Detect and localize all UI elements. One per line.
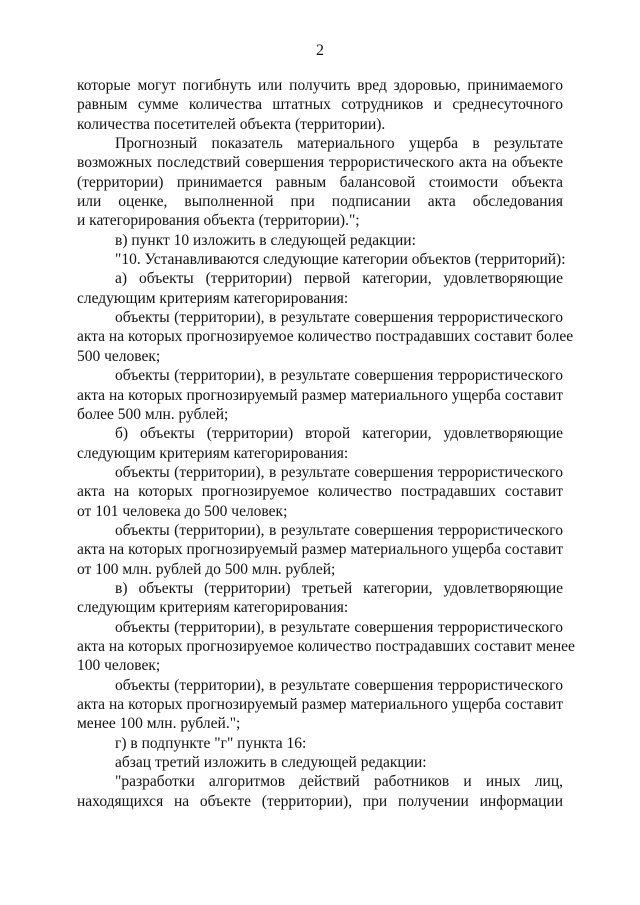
text-line: б) объекты (территории) второй категории, удовлетворяющие: [115, 425, 563, 443]
text-line: или оценке, выполненной при подписании акта обследования: [77, 193, 563, 211]
text-line: абзац третий изложить в следующей редакции:: [115, 754, 427, 772]
text-line: акта на которых прогнозируемое количество пострадавших составит: [77, 483, 563, 501]
text-line: 100 человек;: [77, 657, 161, 675]
text-line: акта на которых прогнозируемый размер материального ущерба составит: [77, 696, 563, 713]
text-line: в) объекты (территории) третьей категории, удовлетворяющие: [115, 579, 563, 597]
text-line: объекты (территории), в результате совершения террористического: [115, 521, 563, 539]
document-body: [77, 76, 575, 811]
text-line: от 101 человека до 500 человек;: [77, 502, 288, 520]
text-line: объекты (территории), в результате совершения террористического: [115, 618, 563, 636]
text-line: следующим критериям категорирования:: [77, 599, 349, 617]
text-line: от 100 млн. рублей до 500 млн. рублей;: [77, 560, 336, 578]
text-line: объекты (территории), в результате совершения террористического: [115, 676, 563, 694]
text-line: акта на которых прогнозируемое количество пострадавших составит менее: [77, 637, 575, 655]
text-line: 500 человек;: [77, 347, 161, 365]
text-line: и категорирования объекта (территории).";: [77, 212, 360, 230]
text-line: которые могут погибнуть или получить вред здоровью, принимаемого: [77, 77, 563, 94]
text-line: в) пункт 10 изложить в следующей редакции:: [115, 231, 416, 249]
text-line: объекты (территории), в результате совершения террористического: [115, 309, 563, 327]
text-line: "разработки алгоритмов действий работников и иных лиц,: [115, 773, 563, 791]
text-line: Прогнозный показатель материального ущерба в результате: [115, 135, 563, 153]
text-line: следующим критериям категорирования:: [77, 289, 349, 307]
text-line: объекты (территории), в результате совершения террористического: [115, 463, 563, 481]
text-line: более 500 млн. рублей;: [77, 405, 229, 423]
text-line: (территории) принимается равным балансовой стоимости объекта: [77, 173, 563, 191]
text-line: количества посетителей объекта (территории).: [77, 115, 386, 133]
text-line: находящихся на объекте (территории), при получении информации: [77, 792, 563, 810]
text-line: равным сумме количества штатных сотрудников и среднесуточного: [77, 96, 563, 114]
text-line: менее 100 млн. рублей.";: [77, 715, 241, 733]
text-line: возможных последствий совершения террористического акта на объекте: [77, 154, 563, 172]
text-line: г) в подпункте "г" пункта 16:: [115, 734, 307, 752]
text-line: акта на которых прогнозируемый размер материального ущерба составит: [77, 386, 563, 404]
text-line: а) объекты (территории) первой категории, удовлетворяющие: [115, 270, 563, 288]
text-line: следующим критериям категорирования:: [77, 444, 349, 462]
text-line: объекты (территории), в результате совершения террористического: [115, 367, 563, 385]
text-line: акта на которых прогнозируемый размер материального ущерба составит: [77, 541, 563, 559]
text-line: акта на которых прогнозируемое количество пострадавших составит более: [77, 328, 574, 346]
page-number: 2: [316, 42, 324, 59]
text-line: "10. Устанавливаются следующие категории объектов (территорий):: [115, 251, 566, 269]
